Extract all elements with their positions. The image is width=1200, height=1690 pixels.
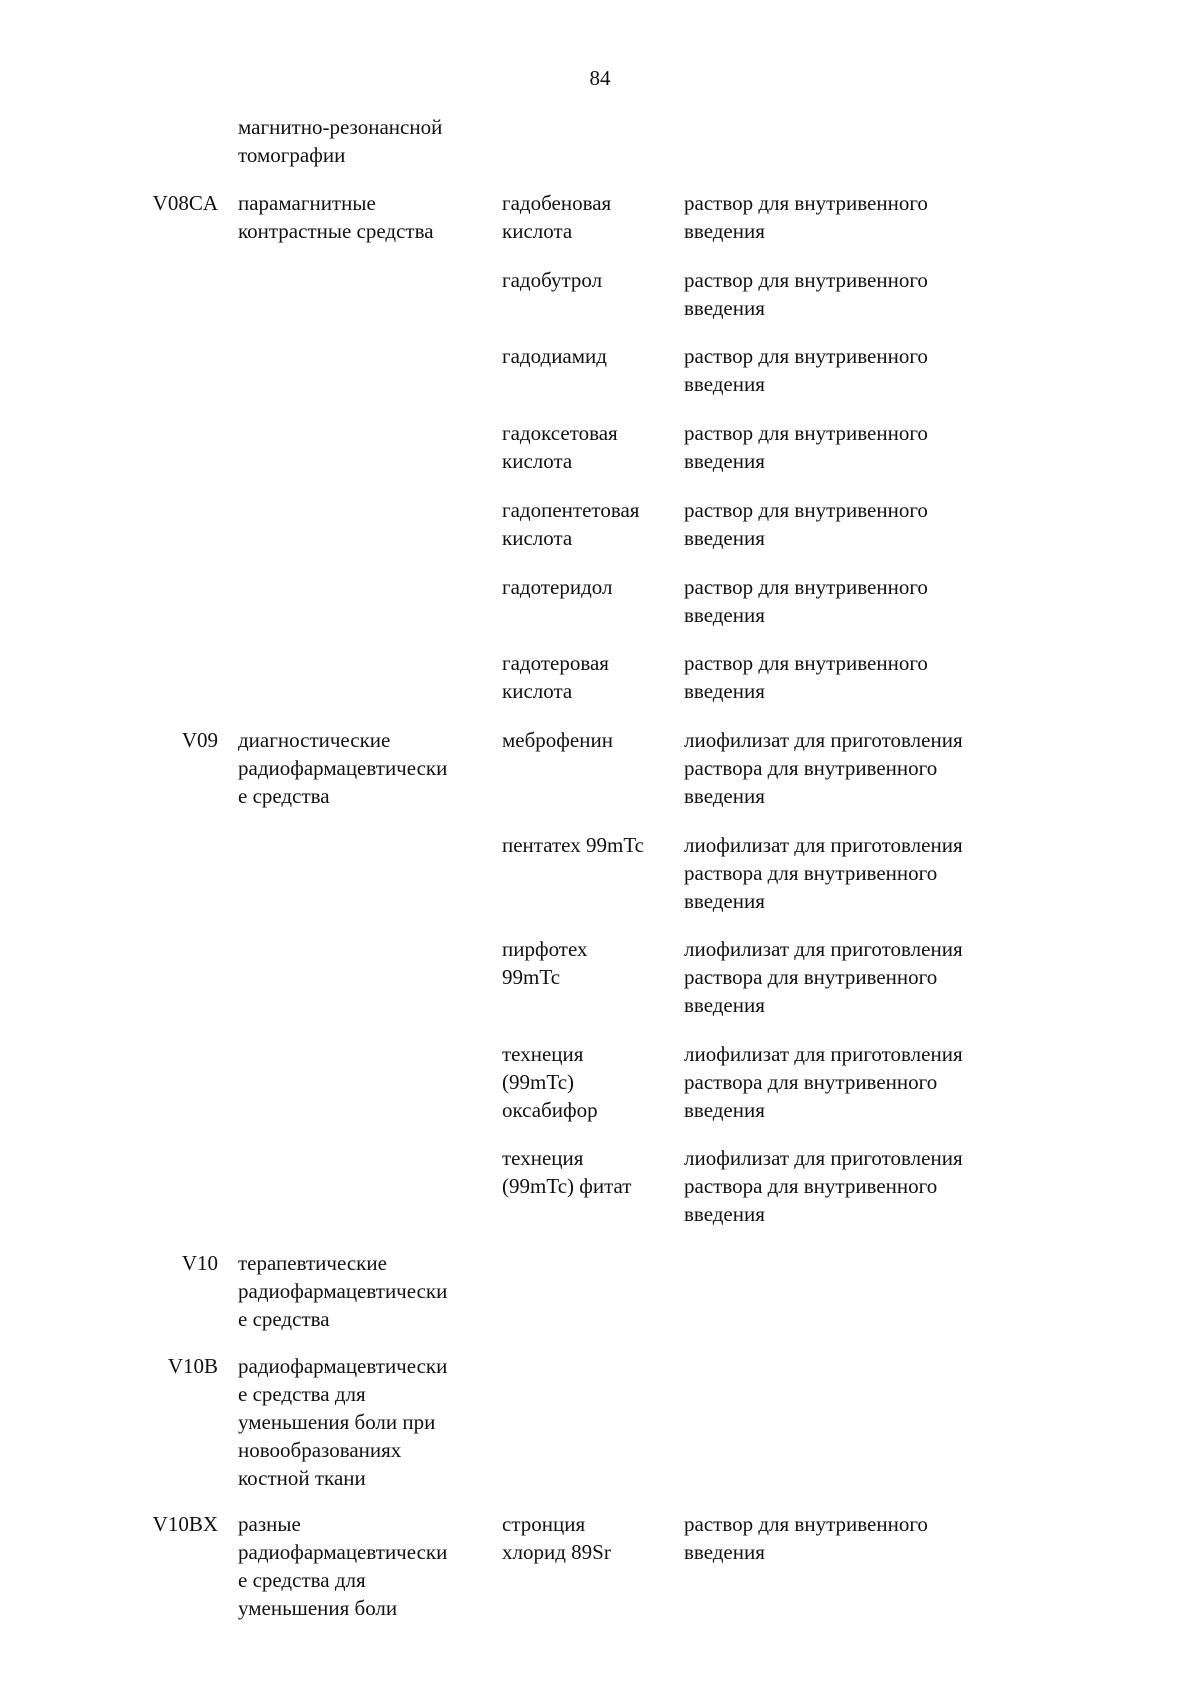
group-name: разные радиофармацевтически е средства для уменьшения боли — [238, 1512, 448, 1620]
drug-name: стронция хлорид 89Sr — [502, 1512, 611, 1564]
drug-name: гадоксетовая кислота — [502, 421, 618, 473]
drug-name: гадотеровая кислота — [502, 651, 609, 703]
dosage-form: раствор для внутривенного введения — [684, 1512, 928, 1564]
dosage-form: раствор для внутривенного введения — [684, 344, 928, 396]
dosage-form: раствор для внутривенного введения — [684, 268, 928, 320]
drug-name: меброфенин — [502, 728, 613, 752]
drug-name: гадодиамид — [502, 344, 607, 368]
drug-name: пентатех 99mTc — [502, 833, 644, 857]
dosage-form: лиофилизат для приготовления раствора для внутривенного введения — [684, 833, 963, 913]
page-number: 84 — [589, 66, 611, 90]
dosage-form: лиофилизат для приготовления раствора для внутривенного введения — [684, 937, 963, 1017]
dosage-form: лиофилизат для приготовления раствора для внутривенного введения — [684, 1146, 963, 1226]
dosage-form: раствор для внутривенного введения — [684, 498, 928, 550]
dosage-form: лиофилизат для приготовления раствора для внутривенного введения — [684, 728, 963, 808]
group-name: радиофармацевтически е средства для уменьшения боли при новообразованиях костной ткани — [238, 1354, 448, 1490]
group-name: парамагнитные контрастные средства — [238, 191, 434, 243]
dosage-form: раствор для внутривенного введения — [684, 191, 928, 243]
atc-code: V10B — [167, 1354, 218, 1378]
atc-code: V09 — [181, 728, 218, 752]
dosage-form: раствор для внутривенного введения — [684, 421, 928, 473]
dosage-form: раствор для внутривенного введения — [684, 575, 928, 627]
group-name: диагностические радиофармацевтически е средства — [238, 728, 448, 808]
drug-name: технеция (99mTc) оксабифор — [502, 1042, 598, 1122]
drug-name: гадобутрол — [502, 268, 603, 292]
drug-name: гадотеридол — [502, 575, 613, 599]
dosage-form: лиофилизат для приготовления раствора для внутривенного введения — [684, 1042, 963, 1122]
drug-name: технеция (99mTc) фитат — [502, 1146, 632, 1198]
drug-name: гадопентетовая кислота — [502, 498, 640, 550]
dosage-form: раствор для внутривенного введения — [684, 651, 928, 703]
drug-name: пирфотех 99mTc — [502, 937, 588, 989]
atc-code: V10BX — [152, 1512, 218, 1536]
group-name: магнитно-резонансной томографии — [238, 115, 443, 167]
group-name: терапевтические радиофармацевтически е средства — [238, 1251, 448, 1331]
atc-code: V10 — [181, 1251, 218, 1275]
drug-name: гадобеновая кислота — [502, 191, 612, 243]
atc-code: V08CA — [152, 191, 218, 215]
